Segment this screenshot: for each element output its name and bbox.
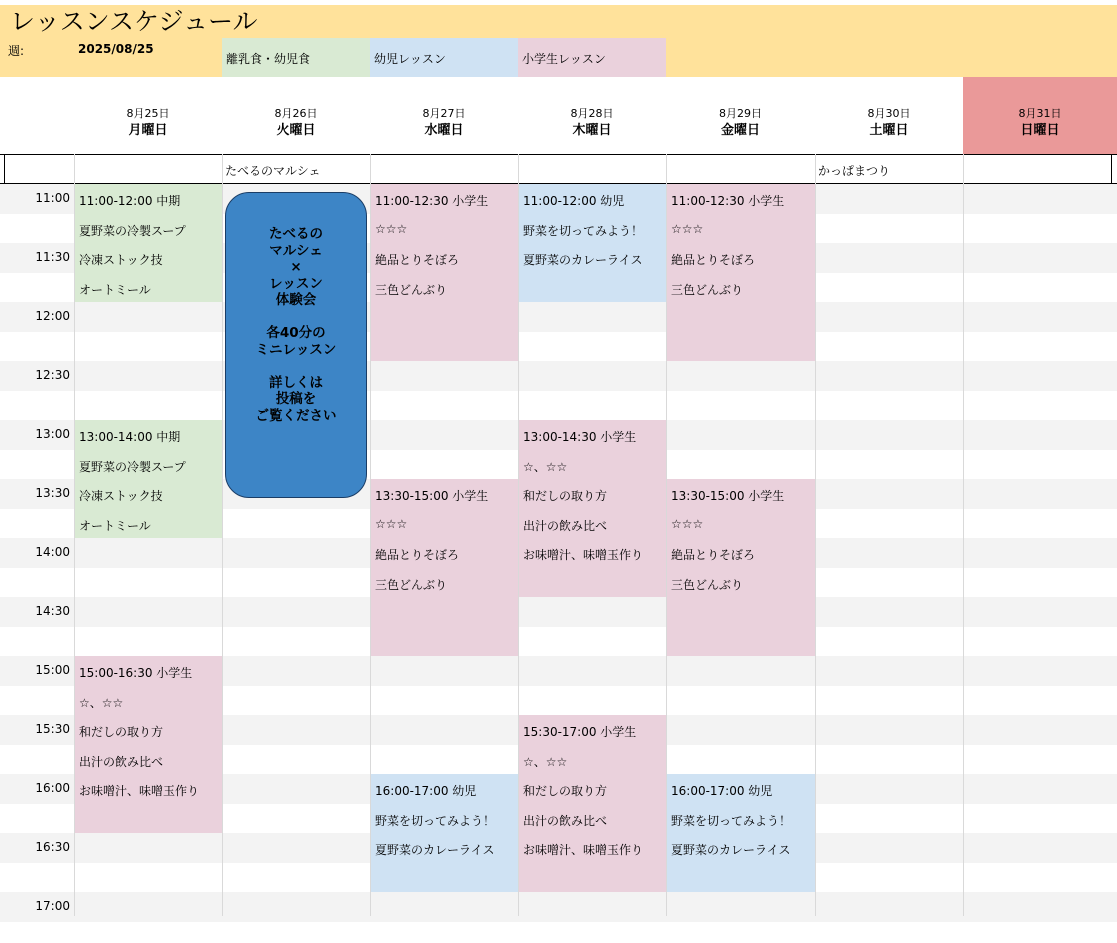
lesson-cell[interactable]: 三色どんぶり: [371, 568, 518, 598]
marche-text-line: マルシェ: [269, 242, 323, 259]
time-label: [0, 391, 72, 421]
lesson-cell[interactable]: 13:00-14:30 小学生: [519, 420, 666, 450]
day-header: [518, 106, 666, 154]
lesson-cell[interactable]: オートミール: [75, 509, 222, 539]
lesson-cell[interactable]: [667, 627, 815, 657]
lesson-cell[interactable]: 11:00-12:30 小学生: [667, 184, 815, 214]
lesson-cell[interactable]: お味噌汁、味噌玉作り: [75, 774, 222, 804]
day-date: 8月29日: [719, 107, 762, 120]
lesson-cell[interactable]: 13:30-15:00 小学生: [371, 479, 518, 509]
event-cell[interactable]: たべるのマルシェ: [225, 164, 321, 178]
column-divider: [963, 154, 964, 916]
day-header: [370, 106, 518, 154]
time-label: [0, 686, 72, 716]
lesson-cell[interactable]: [667, 302, 815, 332]
lesson-cell[interactable]: [371, 627, 518, 657]
time-label: 13:00: [35, 427, 70, 441]
lesson-cell[interactable]: [667, 332, 815, 362]
day-header: [963, 106, 1117, 154]
lesson-cell[interactable]: 15:00-16:30 小学生: [75, 656, 222, 686]
lesson-cell[interactable]: 冷凍ストック技: [75, 243, 222, 273]
lesson-cell[interactable]: 夏野菜の冷製スープ: [75, 450, 222, 480]
time-label: [0, 214, 72, 244]
lesson-cell[interactable]: 和だしの取り方: [75, 715, 222, 745]
lesson-cell[interactable]: お味噌汁、味噌玉作り: [519, 833, 666, 863]
lesson-cell[interactable]: ☆☆☆: [371, 214, 518, 244]
lesson-cell[interactable]: 13:30-15:00 小学生: [667, 479, 815, 509]
column-divider: [222, 154, 223, 916]
day-weekday: 木曜日: [572, 123, 612, 138]
lesson-cell[interactable]: ☆☆☆: [667, 509, 815, 539]
lesson-cell[interactable]: 13:00-14:00 中期: [75, 420, 222, 450]
lesson-cell[interactable]: 絶品とりそぼろ: [371, 243, 518, 273]
event-cell[interactable]: [666, 154, 815, 184]
lesson-cell[interactable]: 野菜を切ってみよう！: [519, 214, 666, 244]
event-cell[interactable]: [74, 154, 222, 184]
marche-text-line: たべるの: [269, 226, 323, 242]
marche-text-line: 投稿を: [275, 391, 317, 407]
column-divider: [815, 154, 816, 916]
time-label: 15:30: [35, 722, 70, 736]
event-cell[interactable]: かっぱまつり: [818, 164, 891, 178]
marche-text-line: ご覧ください: [255, 407, 337, 424]
event-cell[interactable]: [518, 154, 666, 184]
time-band: [0, 302, 1117, 332]
event-cell-border: [4, 154, 5, 183]
lesson-cell[interactable]: [519, 273, 666, 303]
lesson-cell[interactable]: [371, 863, 518, 893]
day-date: 8月27日: [422, 107, 466, 120]
time-band: [0, 892, 1117, 922]
day-header: [666, 106, 815, 154]
legend-elementary-lesson: 小学生レッスン: [518, 38, 666, 77]
lesson-cell[interactable]: オートミール: [75, 273, 222, 303]
time-label: [0, 627, 72, 657]
lesson-cell[interactable]: 16:00-17:00 幼児: [371, 774, 518, 804]
lesson-cell[interactable]: 和だしの取り方: [519, 774, 666, 804]
time-label: 13:30: [35, 486, 70, 500]
day-date: 8月25日: [126, 107, 170, 120]
lesson-cell[interactable]: ☆、☆☆: [75, 686, 222, 716]
lesson-cell[interactable]: 夏野菜の冷製スープ: [75, 214, 222, 244]
marche-text-line: 詳しくは: [269, 374, 323, 391]
time-label: [0, 509, 72, 539]
page-title: レッスンスケジュール: [10, 7, 258, 36]
lesson-cell[interactable]: [371, 597, 518, 627]
day-date: 8月30日: [867, 107, 911, 120]
lesson-cell[interactable]: ☆、☆☆: [519, 745, 666, 775]
marche-text-line: 各40分の: [266, 325, 326, 341]
marche-text-line: レッスン: [269, 275, 323, 292]
lesson-cell[interactable]: 15:30-17:00 小学生: [519, 715, 666, 745]
event-cell[interactable]: [963, 154, 1117, 184]
time-label: 14:00: [35, 545, 70, 559]
time-label: [0, 745, 72, 775]
day-date: 8月26日: [274, 107, 318, 120]
day-weekday: 日曜日: [1020, 123, 1060, 138]
time-label: [0, 273, 72, 303]
lesson-cell[interactable]: 出汁の飲み比べ: [519, 804, 666, 834]
time-band: [0, 597, 1117, 627]
lesson-cell[interactable]: 和だしの取り方: [519, 479, 666, 509]
day-date: 8月28日: [570, 107, 614, 120]
lesson-cell[interactable]: [75, 804, 222, 834]
lesson-cell[interactable]: 野菜を切ってみよう！: [667, 804, 815, 834]
lesson-cell[interactable]: 夏野菜のカレーライス: [667, 833, 815, 863]
time-label: [0, 804, 72, 834]
lesson-cell[interactable]: ☆☆☆: [371, 509, 518, 539]
time-label: 14:30: [35, 604, 70, 618]
lesson-cell[interactable]: [371, 332, 518, 362]
marche-text-line: [226, 309, 366, 326]
time-label: 12:00: [35, 309, 70, 323]
lesson-cell[interactable]: 11:00-12:00 幼児: [519, 184, 666, 214]
lesson-cell[interactable]: 11:00-12:00 中期: [75, 184, 222, 214]
time-label: [0, 863, 72, 893]
lesson-cell[interactable]: 16:00-17:00 幼児: [667, 774, 815, 804]
day-header: [74, 106, 222, 154]
time-label: 12:30: [35, 368, 70, 382]
lesson-cell[interactable]: 出汁の飲み比べ: [75, 745, 222, 775]
lesson-cell[interactable]: [371, 302, 518, 332]
event-cell[interactable]: [370, 154, 518, 184]
lesson-cell[interactable]: 11:00-12:30 小学生: [371, 184, 518, 214]
time-label: 16:30: [35, 840, 70, 854]
day-weekday: 月曜日: [128, 123, 168, 138]
legend-babyfood: 離乳食・幼児食: [222, 38, 370, 77]
lesson-cell[interactable]: 三色どんぶり: [371, 273, 518, 303]
day-weekday: 火曜日: [276, 123, 316, 138]
lesson-cell[interactable]: 出汁の飲み比べ: [519, 509, 666, 539]
day-header: [222, 106, 370, 154]
marche-text-line: 体験会: [275, 292, 317, 308]
time-label: 15:00: [35, 663, 70, 677]
time-label: 16:00: [35, 781, 70, 795]
lesson-cell[interactable]: [519, 863, 666, 893]
lesson-cell[interactable]: 夏野菜のカレーライス: [519, 243, 666, 273]
time-label: [0, 450, 72, 480]
marche-announcement-box[interactable]: [225, 192, 367, 498]
marche-text-line: ×: [290, 259, 302, 275]
lesson-cell[interactable]: 野菜を切ってみよう！: [371, 804, 518, 834]
day-header: [815, 106, 963, 154]
time-label: 11:00: [35, 191, 70, 205]
lesson-cell[interactable]: [519, 568, 666, 598]
time-label: 11:30: [35, 250, 70, 264]
marche-text-line: ミニレッスン: [255, 341, 337, 358]
lesson-cell[interactable]: [667, 597, 815, 627]
lesson-cell[interactable]: 夏野菜のカレーライス: [371, 833, 518, 863]
week-value[interactable]: 2025/08/25: [78, 42, 154, 56]
lesson-cell[interactable]: ☆☆☆: [667, 214, 815, 244]
day-weekday: 土曜日: [869, 123, 909, 138]
lesson-cell[interactable]: [667, 863, 815, 893]
lesson-cell[interactable]: お味噌汁、味噌玉作り: [519, 538, 666, 568]
lesson-cell[interactable]: 絶品とりそぼろ: [371, 538, 518, 568]
day-weekday: 金曜日: [720, 123, 760, 138]
lesson-cell[interactable]: 三色どんぶり: [667, 568, 815, 598]
lesson-cell[interactable]: 冷凍ストック技: [75, 479, 222, 509]
time-label: [0, 332, 72, 362]
time-band: [0, 361, 1117, 391]
legend-toddler-lesson: 幼児レッスン: [370, 38, 518, 77]
day-weekday: 水曜日: [424, 123, 464, 138]
time-label: [0, 568, 72, 598]
lesson-cell[interactable]: ☆、☆☆: [519, 450, 666, 480]
marche-text-line: [226, 358, 366, 375]
lesson-cell[interactable]: 三色どんぶり: [667, 273, 815, 303]
week-label: 週:: [8, 44, 25, 58]
time-label: 17:00: [35, 899, 70, 913]
lesson-cell[interactable]: 絶品とりそぼろ: [667, 243, 815, 273]
day-date: 8月31日: [1018, 107, 1062, 120]
lesson-cell[interactable]: 絶品とりそぼろ: [667, 538, 815, 568]
